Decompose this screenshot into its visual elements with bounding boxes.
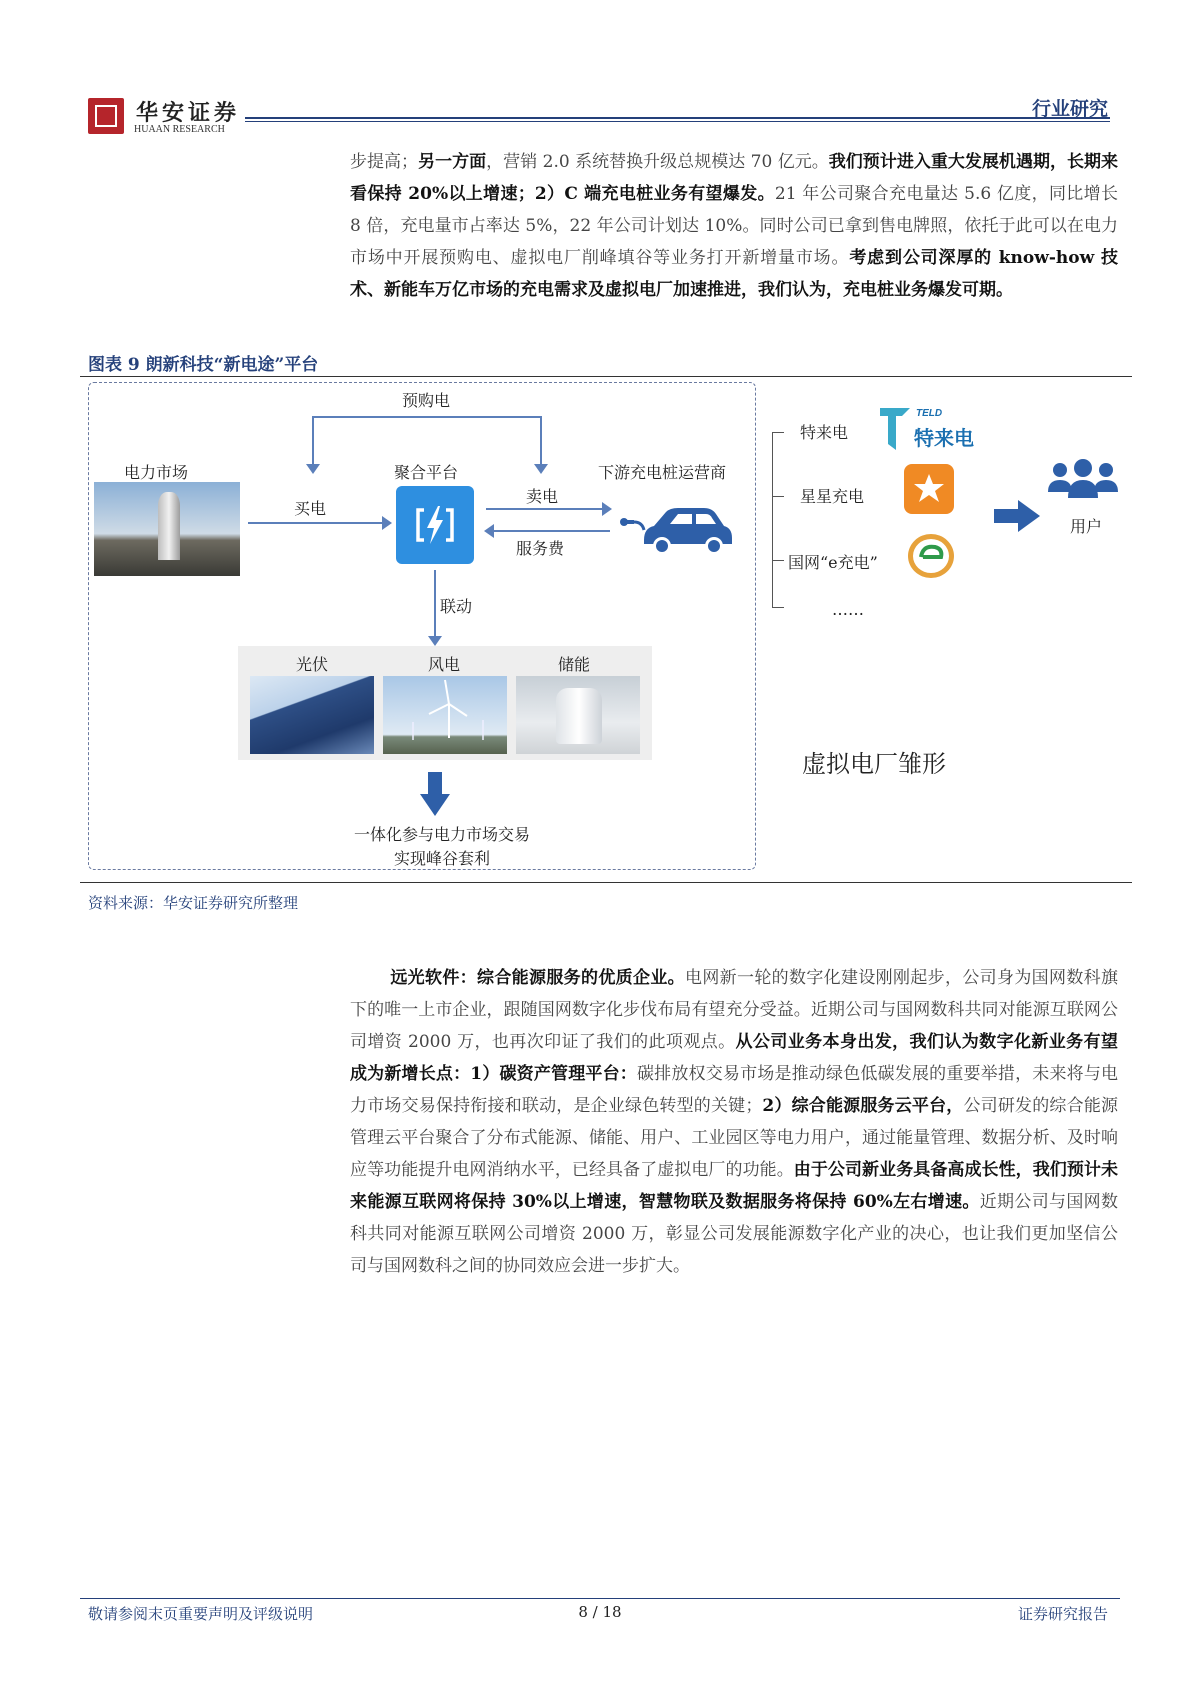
label-service-fee: 服务费 bbox=[516, 539, 565, 558]
label-virtual-power-plant: 虚拟电厂雏形 bbox=[802, 750, 946, 778]
buy-power-line bbox=[248, 522, 384, 524]
brand-name-cn: 华安证券 bbox=[136, 100, 241, 126]
ev-car-icon bbox=[620, 496, 738, 560]
label-wind: 风电 bbox=[428, 655, 461, 674]
figure-bottom-rule bbox=[80, 882, 1132, 883]
operator-more: …… bbox=[832, 600, 864, 619]
text-span: 碳排放权交易市场是推动绿色低碳发展的重要举措，未来将与电力市场交易保持衔接和联动，是企业绿色转型的关键； bbox=[350, 1064, 1119, 1116]
footer-rule bbox=[80, 1598, 1120, 1599]
figure-top-rule bbox=[80, 376, 1132, 377]
users-icon bbox=[1046, 458, 1120, 504]
prepurchase-line-left bbox=[312, 416, 314, 468]
arrowhead-down-icon bbox=[534, 464, 548, 474]
label-sell-power: 卖电 bbox=[526, 487, 559, 506]
company-logo bbox=[88, 98, 124, 134]
e-charge-logo bbox=[908, 534, 954, 578]
report-category: 行业研究 bbox=[1031, 98, 1108, 120]
label-linkage: 联动 bbox=[440, 597, 473, 616]
text-span: 公司研发的综合能源管理云平台聚合了分布式能源、储能、用户、工业园区等电力用户，通过能量管理、数据分析、及时响应等功能提升电网消纳水平，已经具备了虚拟电厂的功能。 bbox=[350, 1096, 1119, 1180]
bold-span: 另一方面 bbox=[418, 152, 487, 172]
label-downstream: 下游充电桩运营商 bbox=[598, 463, 727, 482]
bold-span: 考虑到公司深厚的 know-how 技术、新能车万亿市场的充电需求及虚拟电厂加速推进，我们认为，充电桩业务爆发可期。 bbox=[350, 248, 1118, 300]
bracket-tick bbox=[772, 496, 784, 497]
operator-teld: 特来电 bbox=[800, 423, 849, 442]
text-span: 21 年公司聚合充电量达 5.6 亿度，同比增长 8 倍，充电量市占率达 5%，22 年公司计划达 10%。同时公司已拿到售电牌照，依托于此可以在电力市场中开展预购电、虚拟电厂削峰填谷等业务打开新增量市场。 bbox=[350, 184, 1118, 268]
wind-turbine-photo bbox=[383, 676, 507, 754]
big-down-arrow-icon bbox=[420, 772, 450, 816]
prepurchase-line-top bbox=[312, 416, 542, 418]
arrowhead-right-icon bbox=[602, 502, 612, 516]
bold-span: 2）综合能源服务云平台， bbox=[762, 1096, 964, 1116]
header-rule-thin bbox=[245, 121, 1110, 122]
text-span: ，营销 2.0 系统替换升级总规模达 70 亿元。 bbox=[486, 152, 829, 172]
page-number: 8 / 18 bbox=[578, 1603, 622, 1621]
operator-star-charge: 星星充电 bbox=[800, 487, 865, 506]
figure-title: 图表 9 朗新科技“新电途”平台 bbox=[88, 355, 319, 375]
arrowhead-down-icon bbox=[306, 464, 320, 474]
header-rule bbox=[245, 117, 1110, 119]
label-buy-power: 买电 bbox=[294, 499, 327, 518]
star-charge-logo bbox=[904, 464, 954, 514]
big-right-arrow-icon bbox=[994, 500, 1040, 532]
label-aggregation-platform: 聚合平台 bbox=[394, 463, 459, 482]
bold-span: 远光软件：综合能源服务的优质企业。 bbox=[390, 968, 685, 988]
bold-span: 我们预计进入重大发展机遇期，长期来看保持 20%以上增速；2）C 端充电桩业务有望爆发。 bbox=[350, 152, 1119, 204]
sell-power-line bbox=[486, 508, 604, 510]
cooling-tower bbox=[158, 492, 180, 560]
label-result-line1: 一体化参与电力市场交易 bbox=[353, 825, 530, 844]
aggregation-platform-icon bbox=[396, 486, 474, 564]
storage-tank bbox=[556, 688, 602, 744]
operator-bracket bbox=[772, 432, 784, 608]
label-pv: 光伏 bbox=[296, 655, 329, 674]
wind-turbine-icon bbox=[383, 676, 507, 754]
arrowhead-down-icon bbox=[428, 636, 442, 646]
label-result-line2: 实现峰谷套利 bbox=[393, 849, 490, 868]
teld-logo-text: TELD bbox=[916, 408, 943, 419]
bold-span: 从公司业务本身出发，我们认为数字化新业务有望成为新增长点：1）碳资产管理平台： bbox=[350, 1032, 1118, 1084]
label-power-market: 电力市场 bbox=[124, 463, 189, 482]
paragraph-yuanguang bbox=[350, 962, 1118, 1282]
text-span: 步提高； bbox=[350, 152, 419, 172]
teld-logo-cn: 特来电 bbox=[914, 428, 974, 450]
brand-name-en: HUAAN RESEARCH bbox=[134, 124, 225, 135]
label-users: 用户 bbox=[1070, 517, 1103, 536]
label-prepurchase: 预购电 bbox=[402, 391, 451, 410]
text-span: 近期公司与国网数科共同对能源互联网公司增资 2000 万，彰显公司发展能源数字化产业的决心，也让我们更加坚信公司与国网数科之间的协同效应会进一步扩大。 bbox=[350, 1192, 1118, 1276]
arrowhead-right-icon bbox=[382, 516, 392, 530]
arrowhead-left-icon bbox=[484, 524, 494, 538]
bold-span: 由于公司新业务具备高成长性，我们预计未来能源互联网将保持 30%以上增速，智慧物联及数据服务将保持 60%左右增速。 bbox=[350, 1160, 1119, 1212]
bracket-tick bbox=[772, 560, 784, 561]
footer-disclaimer: 敬请参阅末页重要声明及评级说明 bbox=[88, 1605, 314, 1623]
solar-panel-photo bbox=[250, 676, 374, 754]
figure-source: 资料来源：华安证券研究所整理 bbox=[88, 894, 299, 912]
label-storage: 储能 bbox=[558, 655, 591, 674]
linkage-line bbox=[434, 570, 436, 642]
text-span: 电网新一轮的数字化建设刚刚起步，公司身为国网数科旗下的唯一上市企业，跟随国网数字化步伐布局有望充分受益。近期公司与国网数科共同对能源互联网公司增资 2000 万，也再次印证了我们的此项观点。 bbox=[350, 968, 1118, 1052]
operator-state-grid-echarge: 国网“e充电” bbox=[788, 553, 878, 572]
prepurchase-line-right bbox=[540, 416, 542, 468]
paragraph-langxin bbox=[350, 146, 1118, 306]
teld-logo bbox=[876, 404, 976, 454]
service-fee-line bbox=[494, 530, 610, 532]
footer-report-type: 证券研究报告 bbox=[1017, 1605, 1108, 1623]
